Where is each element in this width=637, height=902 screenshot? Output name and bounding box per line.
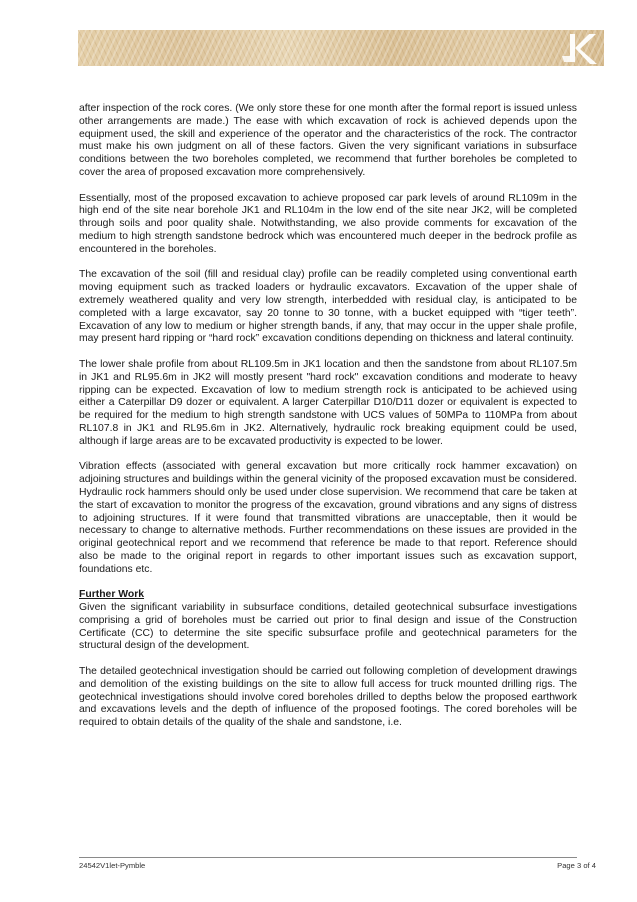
document-body bbox=[79, 103, 577, 743]
body-paragraph: after inspection of the rock cores. (We only store these for one month after the formal report is issued unless other arrangements are made.) The ease with which excavation of rock is achieved depends upon the equipment used, the skill and experience of the operator and the characteristics of the rock. The contractor must make his own judgment on all of these factors. Given the very significant variations in subsurface conditions between the two boreholes completed, we recommend that further boreholes be completed to cover the area of proposed excavation more comprehensively. bbox=[79, 103, 577, 178]
footer-reference: 24542V1let-Pymble bbox=[79, 861, 146, 870]
jk-logo-icon bbox=[556, 30, 600, 66]
body-paragraph: Essentially, most of the proposed excavation to achieve proposed car park levels of around RL109m in the high end of the site near borehole JK1 and RL104m in the low end of the site near JK2, will be completed through soils and poor quality shale. Notwithstanding, we also provide comments for excavation of the medium to high strength sandstone bedrock which was encountered much deeper in the bedrock profile as encountered in the boreholes. bbox=[79, 192, 577, 255]
further-work-heading: Further Work bbox=[79, 589, 145, 601]
body-paragraph: The detailed geotechnical investigation should be carried out following completion of development drawings and demolition of the existing buildings on the site to allow full access for truck mounted drilling rigs. The geotechnical investigations should involve cored boreholes drilled to depths below the proposed earthwork and excavations levels and the depth of influence of the proposed footings. The cored boreholes will be required to obtain details of the quality of the shale and sandstone, i.e. bbox=[79, 666, 577, 729]
body-paragraph: The excavation of the soil (fill and residual clay) profile can be readily completed using conventional earth moving equipment such as tracked loaders or hydraulic excavators. Excavation of the upper shale of extremely weathered quality and very low strength, interbedded with residual clay, is anticipated to be completed with a large excavator, say 20 tonne to 30 tonne, with a bucket equipped with “tiger teeth”. Excavation of any low to medium or higher strength bands, if any, that may occur in the upper shale profile, may present hard ripping or “hard rock” excavation conditions depending on thickness and lateral continuity. bbox=[79, 269, 577, 345]
body-paragraph: The lower shale profile from about RL109.5m in JK1 location and then the sandstone from about RL107.5m in JK1 and RL95.6m in JK2 will mostly present "hard rock" excavation conditions and moderate to heavy ripping can be expected. Excavation of low to medium strength rock is anticipated to be achieved using either a Caterpillar D9 dozer or equivalent. A larger Caterpillar D10/D11 dozer or equivalent is expected to be required for the medium to high strength sandstone with UCS values of 50MPa to 110MPa from about RL107.8 in JK1 and RL95.6m in JK2. Alternatively, hydraulic rock breaking equipment could be used, although if large areas are to be excavated productivity is expected to be lower. bbox=[79, 358, 577, 447]
header-banner bbox=[78, 30, 604, 66]
body-paragraph: Vibration effects (associated with general excavation but more critically rock hammer excavation) on adjoining structures and buildings within the general vicinity of the proposed excavation must be considered. Hydraulic rock hammers should only be used under close supervision. We recommend that care be taken at the start of excavation to monitor the progress of the excavation, ground vibrations and any signs of distress to adjoining structures. If it were found that transmitted vibrations are unacceptable, then it would be necessary to change to alternative methods. Further recommendations on these issues are provided in the original geotechnical report and we recommend that reference be made to that report. Reference should also be made to the original report in regards to other important issues such as excavation support, foundations etc. bbox=[79, 461, 577, 575]
body-paragraph: Given the significant variability in subsurface conditions, detailed geotechnical subsurface investigations comprising a grid of boreholes must be carried out prior to final design and issue of the Construction Certificate (CC) to determine the site specific subsurface profile and geotechnical parameters for the structural design of the development. bbox=[79, 602, 577, 652]
footer-page-number: Page 3 of 4 bbox=[557, 861, 596, 870]
footer-divider bbox=[79, 857, 577, 858]
